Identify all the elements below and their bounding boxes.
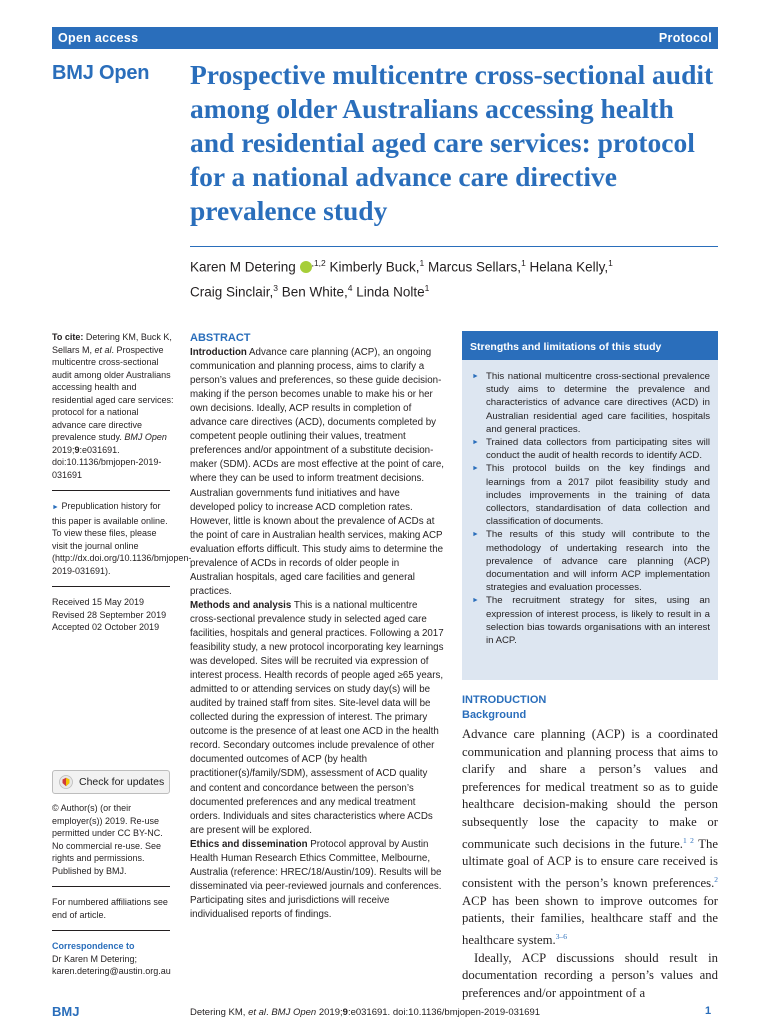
triangle-bullet-icon: ► — [472, 597, 479, 605]
footer-text: . — [266, 1007, 272, 1018]
cite-doi[interactable]: :e031691. doi:10.1136/bmjopen-2019-031691 — [52, 444, 162, 480]
triangle-bullet-icon: ► — [52, 504, 59, 511]
article-title: Prospective multicentre cross-sectional audit among older Australians accessing health and residential aged care services: protocol for a national advance care directive prevalence study — [190, 59, 714, 226]
author-affil: 1 — [608, 258, 613, 268]
footer-bmj-logo[interactable]: BMJ — [52, 1004, 80, 1019]
strengths-heading: Strengths and limitations of this study — [462, 331, 718, 360]
prepub-text[interactable]: Prepublication history for this paper is available online. To view these files, please visit the journal online (http://dx.doi.org/10.1136/bmjopen-2019-031691). — [52, 501, 192, 576]
revised-date: Revised 28 September 2019 — [52, 609, 167, 620]
abstract — [190, 331, 444, 922]
abstract-methods — [190, 599, 444, 838]
list-item — [472, 528, 710, 594]
article-type-label: Protocol — [658, 31, 712, 45]
list-item — [472, 462, 710, 528]
author-name[interactable]: Karen M Detering — [190, 259, 296, 275]
cite-journal: BMJ Open — [124, 432, 167, 442]
footer-doi[interactable]: :e031691. doi:10.1136/bmjopen-2019-031691 — [347, 1007, 541, 1018]
journal-logo[interactable]: BMJ Open — [52, 62, 150, 84]
abstract-text: This is a national multicentre cross-sectional prevalence study in selected aged care facilities, hospitals and general practices. Following a 2017 feasibility study, a new protocol incorporating key learnings was developed. Sites will be recruited via expression of interest process. Health records of people aged ≥65 years, admitted to or attending services on study day(s) will be audited by trained staff from sites. Site-level data will be collected during the expression of interest. The primary outcome is the presence of at least one ACD in the health record. Secondary outcomes include prevalence of other documented outcomes of ACP (by health practitioner(s)/family/SDM), assessment of ACD quality and content and concordance between the person’s documented preferences and any medical treatment orders. Individuals and sites characteristics where ACDs are present will be explored. — [190, 599, 444, 836]
strengths-box — [462, 331, 718, 680]
copyright-text: © Author(s) (or their employer(s)) 2019. Re-use permitted under CC BY-NC. No commercial re-use. See rights and permissions. Published by BMJ. — [52, 803, 163, 876]
background-heading: Background — [462, 709, 527, 721]
list-item-text: This national multicentre cross-sectional prevalence study aims to determine the prevalence and characteristics of advance care directives (ACD) in Australian residential aged care facilities, hospitals and general practices. — [486, 371, 710, 435]
correspondence-email[interactable]: karen.detering@austin.org.au — [52, 966, 171, 976]
author-affil: 1 — [424, 282, 430, 293]
triangle-bullet-icon: ► — [472, 531, 479, 539]
triangle-bullet-icon: ► — [472, 465, 479, 473]
cite-text: 2019; — [52, 444, 75, 455]
cite-text: . Prospective multicentre cross-sectional audit among older Australians accessing health and residential aged care services: protocol for a national advance care directive prevalence study. — [52, 344, 174, 442]
accepted-date: Accepted 02 October 2019 — [52, 622, 160, 632]
page-number: 1 — [705, 1005, 712, 1017]
sidebar-divider — [52, 490, 170, 491]
sidebar-divider — [52, 930, 170, 931]
reference-link[interactable]: 2 — [714, 874, 718, 884]
cite-text: Detering KM, Buck K, Sellars M, — [52, 332, 172, 355]
footer-etal: et al — [248, 1007, 267, 1018]
abstract-introduction — [190, 346, 444, 599]
abstract-text: Protocol approval by Austin Health Human Research Ethics Committee, Melbourne, Australia (reference: HREC/18/Austin/109). Results will be disseminated via peer-reviewed journals and conferences. Participating sites and jurisdictions will receive individualised reports of findings. — [190, 838, 442, 920]
correspondence-name: Dr Karen M Detering; — [52, 953, 138, 964]
check-updates-label: Check for updates — [79, 776, 165, 788]
author-affil: 1 — [521, 258, 526, 268]
body-text: Advance care planning (ACP) is a coordinated communication and planning process that aims to clarify and share a person’s values and preferences for medical treatment so as to guide healthcare decision-making should the person subsequently lose the capacity to make or communicate such decisions in the future. — [462, 727, 718, 851]
footer-volume: 9 — [342, 1007, 348, 1018]
footer-journal: BMJ Open — [271, 1007, 317, 1018]
cite-volume: 9 — [74, 444, 80, 455]
footer-text: 2019; — [316, 1007, 343, 1018]
footer-text: Detering KM, — [190, 1007, 249, 1018]
reference-link[interactable]: 3–6 — [555, 932, 567, 941]
body-text: The ultimate goal of ACP is to ensure care received is consistent with the person’s known preferences. — [462, 836, 719, 891]
sidebar-citation — [52, 331, 192, 634]
author-name[interactable]: Ben White, — [278, 284, 348, 299]
affiliations-note: For numbered affiliations see end of article. — [52, 897, 168, 920]
check-for-updates-button[interactable] — [52, 770, 170, 794]
author-affil: 3 — [273, 282, 279, 293]
received-date: Received 15 May 2019 — [52, 597, 145, 607]
abstract-ethics — [190, 838, 444, 922]
body-text: ACP has been shown to improve outcomes for patients, their families, healthcare staff and the healthcare system. — [462, 893, 718, 948]
cite-paragraph — [52, 331, 174, 481]
list-item-text: The recruitment strategy for sites, using an expression of interest process, is likely to result in a selection bias towards organisations with an interest in ACP. — [486, 595, 710, 647]
introduction-paragraph — [462, 726, 718, 950]
author-name[interactable]: Marcus Sellars, — [424, 259, 522, 275]
cite-etal: et al — [94, 344, 112, 355]
abstract-section-label: Methods and analysis — [190, 599, 292, 611]
author-name[interactable]: Craig Sinclair, — [190, 284, 274, 299]
title-divider — [190, 246, 718, 247]
list-item — [472, 436, 710, 462]
introduction-section — [462, 693, 718, 1003]
introduction-paragraph: Ideally, ACP discussions should result in documentation recording a person’s values and preferences and/or appointment of a — [462, 950, 718, 1001]
reference-link[interactable]: 1 2 — [682, 835, 694, 845]
author-affil: ,1,2 — [311, 258, 326, 268]
list-item-text: Trained data collectors from participating sites will conduct the audit of health records to identify ACD. — [486, 437, 710, 462]
open-access-label: Open access — [58, 31, 139, 45]
author-list — [190, 253, 720, 302]
author-affil: 4 — [347, 282, 353, 293]
list-item-text: The results of this study will contribute to the methodology of undertaking research into the prevalence of advance care planning (ACP) documentation and will inform ACP implementation strategies and evaluation processes. — [486, 529, 710, 594]
sidebar-divider — [52, 886, 170, 887]
abstract-section-label: Ethics and dissemination — [190, 838, 308, 850]
author-name[interactable]: Kimberly Buck, — [325, 259, 420, 275]
strengths-list — [462, 360, 718, 647]
abstract-section-label: Introduction — [190, 347, 247, 359]
cite-label: To cite: — [52, 332, 84, 342]
author-affil: 1 — [419, 258, 425, 268]
author-name[interactable]: Helana Kelly, — [525, 259, 609, 275]
correspondence-heading: Correspondence to — [52, 941, 135, 951]
list-item — [472, 370, 710, 436]
list-item — [472, 594, 710, 647]
author-name[interactable]: Linda Nolte — [352, 284, 425, 299]
sidebar-info — [52, 802, 174, 978]
abstract-heading: ABSTRACT — [190, 332, 251, 344]
prepub-note — [52, 500, 192, 577]
abstract-text: Advance care planning (ACP), an ongoing communication and planning process, aims to clarify a person’s values and preferences, so these guide decision-making if the person becomes unable to make his or her own decisions. Ideally, ACP results in completion of advance care directives (ACD), documents completed by competent people outlining their values, treatment preferences and/or appointment of a substitute decision-maker (SDM). ACDs are most effective at the point of care, where they can be used to inform treatment decisions. Australian governments fund initiatives and have developed policy to increase ACD completion rates. However, little is known about the prevalence of ACDs at the point of care in Australian health services, making ACP evaluation efforts difficult. This study aims to determine the prevalence of ACDs in records of older people in Australian hospitals, aged care facilities and general practices. — [190, 347, 444, 597]
introduction-heading: INTRODUCTION — [462, 694, 547, 706]
footer-citation — [190, 1007, 590, 1018]
orcid-icon[interactable] — [300, 261, 312, 273]
sidebar-divider — [52, 586, 170, 587]
triangle-bullet-icon: ► — [472, 439, 479, 447]
header-bar — [52, 27, 718, 49]
check-for-updates-icon — [59, 775, 73, 789]
triangle-bullet-icon: ► — [472, 373, 479, 380]
list-item-text: This protocol builds on the key findings and learnings from a 2017 pilot feasibility study and includes improvements in the training of data collectors, standardisation of data collection and classification of documents. — [486, 463, 710, 528]
